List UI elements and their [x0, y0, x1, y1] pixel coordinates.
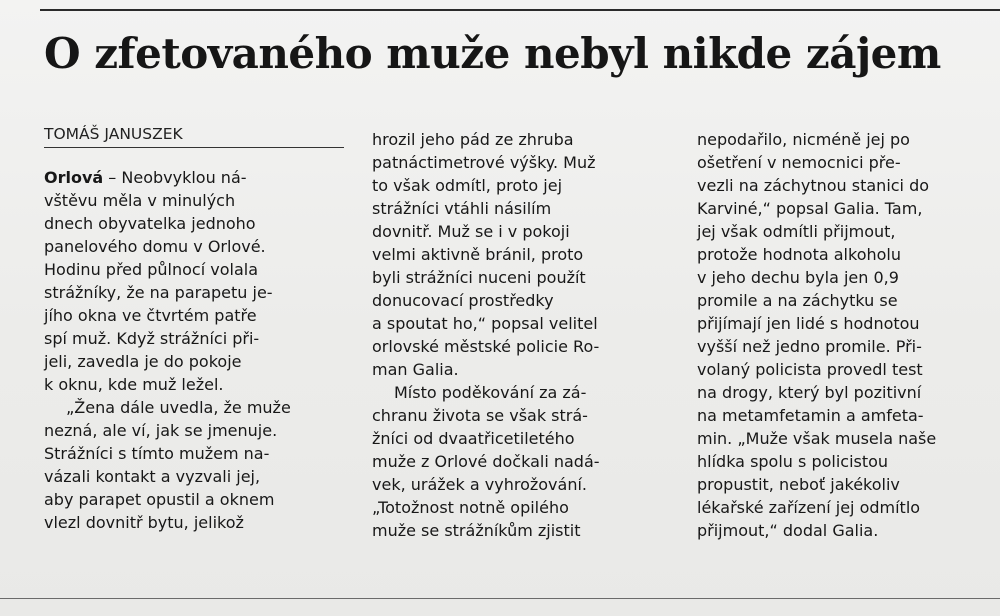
- headline: O zfetovaného muže nebyl nikde zájem: [44, 29, 941, 78]
- column-line: na metamfetamin a amfeta-: [697, 406, 924, 425]
- column-line: velmi aktivně bránil, proto: [372, 245, 584, 264]
- column-line: Strážníci s tímto mužem na-: [44, 444, 270, 463]
- column-line: aby parapet opustil a oknem: [44, 490, 275, 509]
- column-line: byli strážníci nuceni použít: [372, 268, 586, 287]
- column-line: „Žena dále uvedla, že muže: [66, 398, 291, 417]
- column-line: patnáctimetrové výšky. Muž: [372, 153, 596, 172]
- column-line: spí muž. Když strážníci při-: [44, 329, 260, 348]
- column-line: min. „Muže však musela naše: [697, 429, 937, 448]
- article-column-3: [697, 128, 936, 542]
- column-line: nepodařilo, nicméně jej po: [697, 130, 910, 149]
- column-line: strážníky, že na parapetu je-: [44, 283, 273, 302]
- column-line: jího okna ve čtvrtém patře: [44, 306, 257, 325]
- column-line: Místo poděkování za zá-: [394, 383, 587, 402]
- column-line: vštěvu měla v minulých: [44, 191, 236, 210]
- column-line: muže z Orlové dočkali nadá-: [372, 452, 600, 471]
- bottom-rule: [0, 598, 1000, 599]
- article-column-1: [44, 166, 291, 534]
- column-line: promile a na záchytku se: [697, 291, 898, 310]
- column-line: přijímají jen lidé s hodnotou: [697, 314, 920, 333]
- column-line: volaný policista provedl test: [697, 360, 923, 379]
- column-line: man Galia.: [372, 360, 459, 379]
- byline: TOMÁŠ JANUSZEK: [44, 125, 183, 143]
- article-column-2: [372, 128, 600, 542]
- column-line: Orlová – Neobvyklou ná-: [44, 168, 247, 187]
- column-line: v jeho dechu byla jen 0,9: [697, 268, 899, 287]
- column-line: ošetření v nemocnici pře-: [697, 153, 901, 172]
- column-line: vyšší než jedno promile. Při-: [697, 337, 922, 356]
- column-line: k oknu, kde muž ležel.: [44, 375, 224, 394]
- column-line: vek, urážek a vyhrožování.: [372, 475, 587, 494]
- column-line: chranu života se však strá-: [372, 406, 588, 425]
- column-line: vezli na záchytnou stanici do: [697, 176, 930, 195]
- column-line: vlezl dovnitř bytu, jelikož: [44, 513, 244, 532]
- column-line: dnech obyvatelka jednoho: [44, 214, 256, 233]
- column-line: to však odmítl, proto jej: [372, 176, 563, 195]
- column-line: Karviné,“ popsal Galia. Tam,: [697, 199, 923, 218]
- column-line: přijmout,“ dodal Galia.: [697, 521, 879, 540]
- column-line: jej však odmítli přijmout,: [697, 222, 896, 241]
- column-line: na drogy, který byl pozitivní: [697, 383, 922, 402]
- column-line: „Totožnost notně opilého: [372, 498, 569, 517]
- column-line: hrozil jeho pád ze zhruba: [372, 130, 574, 149]
- column-line: dovnitř. Muž se i v pokoji: [372, 222, 570, 241]
- column-line: panelového domu v Orlové.: [44, 237, 266, 256]
- byline-underline: [44, 147, 344, 148]
- column-line: propustit, neboť jakékoliv: [697, 475, 900, 494]
- column-line: orlovské městské policie Ro-: [372, 337, 600, 356]
- column-line: donucovací prostředky: [372, 291, 554, 310]
- column-line: strážníci vtáhli násilím: [372, 199, 552, 218]
- column-line: nezná, ale ví, jak se jmenuje.: [44, 421, 278, 440]
- column-line: lékařské zařízení jej odmítlo: [697, 498, 921, 517]
- column-line: hlídka spolu s policistou: [697, 452, 889, 471]
- column-line: vázali kontakt a vyzvali jej,: [44, 467, 261, 486]
- lead-place: Orlová: [44, 168, 104, 187]
- column-line: žníci od dvaatřicetiletého: [372, 429, 575, 448]
- column-line: Hodinu před půlnocí volala: [44, 260, 259, 279]
- column-line: protože hodnota alkoholu: [697, 245, 901, 264]
- column-line: jeli, zavedla je do pokoje: [44, 352, 242, 371]
- top-rule: [40, 9, 1000, 11]
- column-line: muže se strážníkům zjistit: [372, 521, 581, 540]
- column-line: a spoutat ho,“ popsal velitel: [372, 314, 598, 333]
